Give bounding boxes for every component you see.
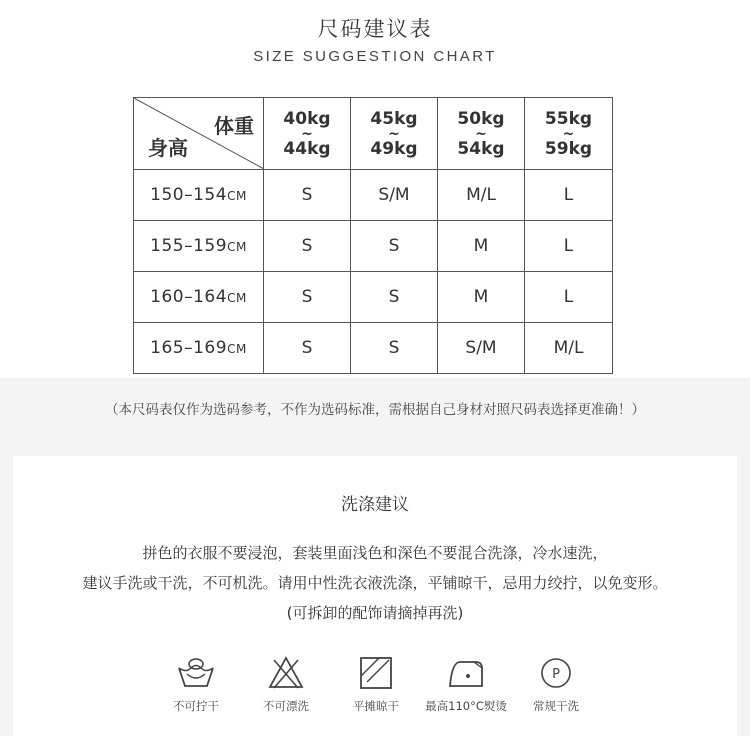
- care-icon-item: [241, 656, 331, 714]
- size-cell: L: [525, 272, 613, 323]
- iron-icon: [444, 656, 488, 690]
- care-icon-label: 不可漂洗: [263, 699, 309, 713]
- weight-col-3: 50kg ~ 54kg: [438, 98, 525, 170]
- care-icon-item: [151, 656, 241, 714]
- size-cell: S: [351, 323, 438, 374]
- height-cell: 150–154CM: [134, 170, 264, 221]
- table-row: [134, 170, 613, 221]
- size-table-header-row: [134, 98, 613, 170]
- corner-cell: [134, 98, 264, 170]
- weight-label: 体重: [214, 114, 254, 138]
- care-icon-item: [511, 656, 601, 714]
- care-icon-label: 不可拧干: [173, 699, 219, 713]
- no-bleach-icon: [266, 656, 306, 690]
- care-icon-label: 最高110°C熨烫: [425, 699, 507, 713]
- weight-col-1: 40kg ~ 44kg: [264, 98, 351, 170]
- size-cell: M/L: [525, 323, 613, 374]
- height-label: 身高: [148, 136, 188, 160]
- size-cell: L: [525, 221, 613, 272]
- flat-dry-icon: [356, 656, 396, 690]
- care-line: 拼色的衣服不要浸泡，套装里面浅色和深色不要混合洗涤，冷水速洗，: [142, 544, 608, 562]
- size-cell: S: [351, 221, 438, 272]
- size-table: [133, 97, 613, 374]
- size-cell: S: [351, 272, 438, 323]
- care-title: 洗涤建议: [341, 495, 409, 515]
- care-icon-label: 平摊晾干: [353, 699, 399, 713]
- height-cell: 155–159CM: [134, 221, 264, 272]
- care-icon-item: [421, 656, 511, 714]
- size-cell: M: [438, 221, 525, 272]
- size-note: （本尺码表仅作为选码参考，不作为选码标准，需根据自己身材对照尺码表选择更准确！）: [105, 402, 645, 418]
- page-title: 尺码建议表: [317, 17, 433, 41]
- height-cell: 160–164CM: [134, 272, 264, 323]
- size-cell: S/M: [438, 323, 525, 374]
- no-wring-icon: [176, 656, 216, 690]
- table-row: [134, 323, 613, 374]
- size-cell: M: [438, 272, 525, 323]
- care-card: [13, 456, 737, 736]
- care-line: (可拆卸的配饰请摘掉再洗): [286, 604, 464, 622]
- size-cell: S: [264, 272, 351, 323]
- weight-col-2: 45kg ~ 49kg: [351, 98, 438, 170]
- table-row: [134, 221, 613, 272]
- care-line: 建议手洗或干洗，不可机洗。请用中性洗衣液洗涤，平铺晾干，忌用力绞拧，以免变形。: [82, 574, 668, 592]
- size-cell: S: [264, 323, 351, 374]
- size-cell: M/L: [438, 170, 525, 221]
- weight-col-4: 55kg ~ 59kg: [525, 98, 613, 170]
- size-cell: S/M: [351, 170, 438, 221]
- page-subtitle: SIZE SUGGESTION CHART: [253, 48, 497, 65]
- size-cell: S: [264, 221, 351, 272]
- svg-text:P: P: [552, 667, 560, 682]
- table-row: [134, 272, 613, 323]
- care-icon-label: 常规干洗: [533, 699, 579, 713]
- care-icon-item: [331, 656, 421, 714]
- height-cell: 165–169CM: [134, 323, 264, 374]
- dry-clean-icon: [536, 656, 576, 690]
- care-icons: [13, 656, 737, 726]
- size-cell: L: [525, 170, 613, 221]
- size-cell: S: [264, 170, 351, 221]
